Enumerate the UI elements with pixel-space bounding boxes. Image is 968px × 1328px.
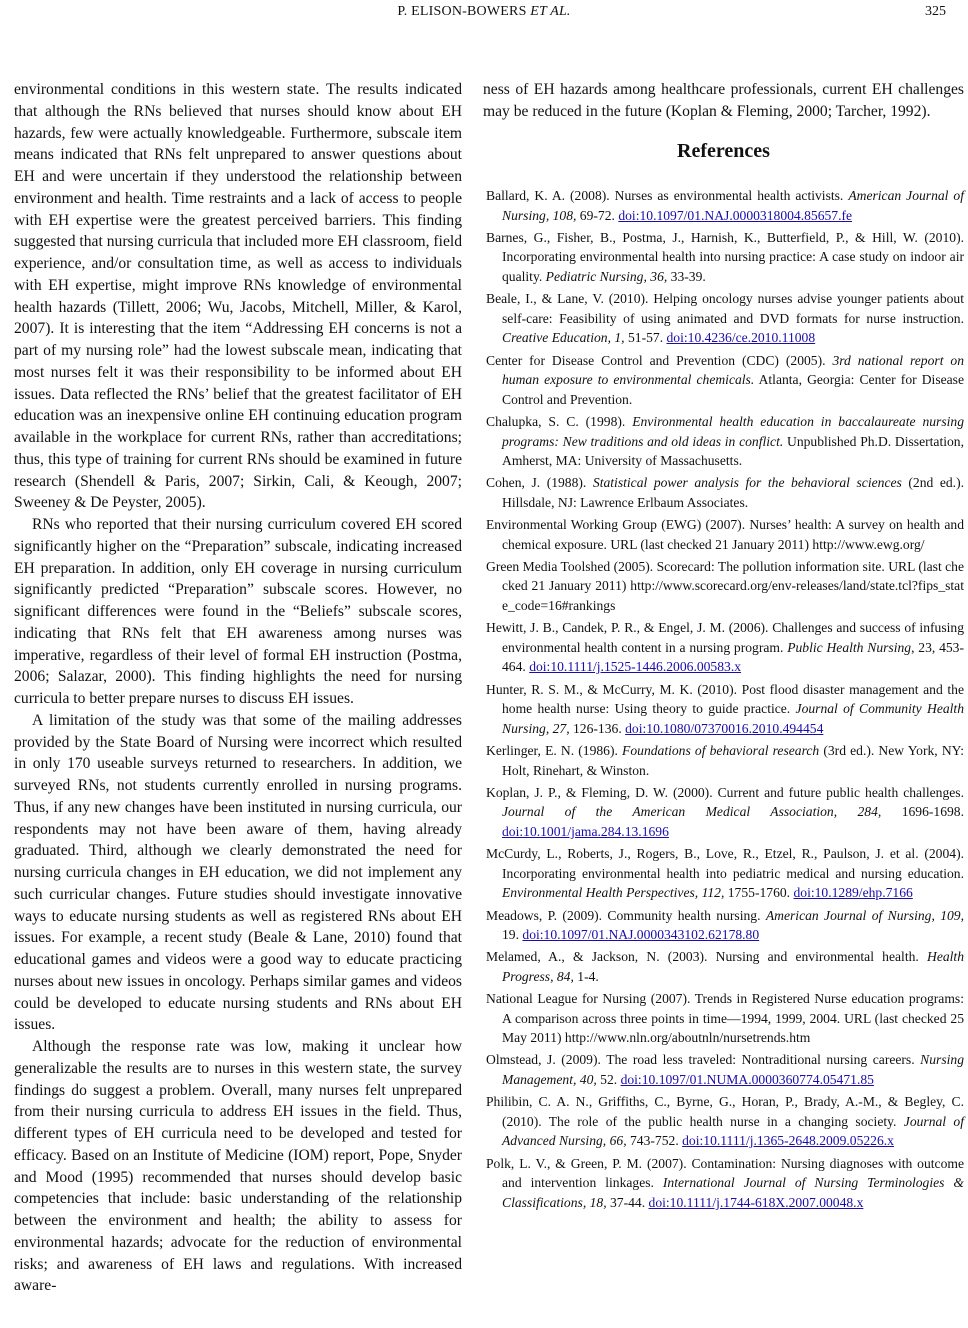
reference-text: Environmental Working Group (EWG) (2007). Nurses’ health: A survey on health and chemical exposure. URL (last checked 21 January 2011) http://www.ewg.org/ (486, 517, 964, 552)
references-heading: References (677, 140, 770, 162)
doi-link[interactable]: doi:10.1097/01.NAJ.0000343102.62178.80 (522, 927, 760, 943)
reference-source-title: American Journal of Nursing, 109, (765, 907, 964, 923)
doi-link[interactable]: doi:10.1111/j.1744-618X.2007.00048.x (648, 1194, 864, 1210)
reference-item (486, 989, 964, 1048)
doi-link[interactable]: doi:10.1097/01.NUMA.0000360774.05471.85 (620, 1072, 874, 1088)
reference-text: Barnes, G., Fisher, B., Postma, J., Harnish, K., Butterfield, P., & Hill, W. (2010). Incorporating environmental health into nursing practice: A case study on indoor air quality. (486, 229, 964, 284)
running-title-authors: P. ELISON-BOWERS (397, 4, 527, 19)
running-title (0, 4, 968, 20)
reference-source-title: Journal of the American Medical Association, 284, (502, 804, 882, 820)
reference-text: 51-57. (624, 330, 667, 346)
right-column (483, 79, 964, 123)
reference-text: 126-136. (569, 720, 626, 736)
reference-source-title: Public Health Nursing (787, 639, 912, 655)
reference-text: (2nd ed.). Hillsdale, NJ: Lawrence Erlbaum Associates. (502, 475, 964, 510)
reference-item (486, 228, 964, 287)
reference-text: (3rd ed.). New York, NY: Holt, Rinehart, & Winston. (502, 742, 965, 778)
reference-text: Melamed, A., & Jackson, N. (2003). Nursing and environmental health. (486, 949, 927, 965)
reference-item (486, 783, 964, 842)
reference-source-title: Pediatric Nursing, 36, (545, 268, 668, 284)
doi-link[interactable]: doi:10.1080/07370016.2010.494454 (625, 720, 824, 736)
reference-text: Polk, L. V., & Green, P. M. (2007). Contamination: Nursing diagnoses with outcome and intervention linkages. (486, 1155, 964, 1191)
reference-source-title: American Journal of Nursing, 108, (502, 188, 964, 223)
running-header (0, 2, 968, 24)
reference-text: Hunter, R. S. M., & McCurry, M. K. (2010). Post flood disaster management and the home health nurse: Using theory to guide practice. (486, 681, 964, 717)
reference-source-title: Health Progress, 84, (502, 949, 964, 984)
reference-item (486, 618, 964, 677)
reference-source-title: Foundations of behavioral research (622, 742, 820, 758)
reference-text: Kerlinger, E. N. (1986). (486, 742, 623, 758)
reference-text: Hewitt, J. B., Candek, P. R., & Engel, J. M. (2006). Challenges and success of infusing environmental health content in a nursing program. (486, 620, 964, 655)
doi-link[interactable]: doi:10.1097/01.NAJ.0000318004.85657.fe (618, 207, 853, 223)
reference-item (486, 1092, 964, 1151)
reference-text: National League for Nursing (2007). Trends in Registered Nurse education programs: A comparison across three points in time—1994, 1999, 2004. URL (last checked 25 May 2011) http://www.nln.org/aboutnln/nursetrends.htm (486, 991, 964, 1046)
reference-text: Meadows, P. (2009). Community health nursing. (486, 907, 766, 923)
reference-item (486, 680, 964, 739)
reference-item (486, 515, 964, 554)
reference-list (486, 186, 964, 1215)
reference-text: 69-72. (576, 207, 619, 223)
reference-text: 1-4. (573, 968, 599, 984)
reference-source-title: Environmental health education in baccalaureate nursing programs: New traditions and old ideas in conflict. (502, 413, 964, 449)
reference-source-title: Creative Education, 1, (502, 330, 625, 346)
doi-link[interactable]: doi:10.1001/jama.284.13.1696 (502, 823, 669, 839)
reference-item (486, 1050, 964, 1089)
reference-source-title: Nursing Management, 40, (502, 1052, 964, 1088)
body-paragraph: Although the response rate was low, making it unclear how generalizable the results are to nurses in this western state, the survey findings do suggest a problem. Overall, many nurses felt unprepared from their nursing curricula to address EH issues in the field. Thus, different types of EH curricula need to be developed and tested for efficacy. Based on an Institute of Medicine (IOM) report, Pope, Snyder and Mood (1995) recommended that nurses should develop basic competencies that include: basic understanding of the relationship between the environment and health; the ability to assess for environmental hazards; advocate for the reduction of environmental risks; and awareness of EH laws and regulations. With increased aware- (14, 1038, 462, 1295)
left-column (14, 79, 462, 1297)
reference-text: 33-39. (667, 268, 706, 284)
reference-source-title: Journal of Advanced Nursing, 66, (502, 1113, 965, 1149)
reference-text: 743-752. (626, 1133, 683, 1149)
reference-source-title: Journal of Community Health Nursing, 27, (502, 701, 965, 736)
doi-link[interactable]: doi:10.1289/ehp.7166 (793, 885, 913, 901)
reference-text: Center for Disease Control and Prevention (CDC) (2005). (486, 352, 833, 368)
reference-text: Philibin, C. A. N., Griffiths, C., Byrne, G., Horan, P., Brady, A.-M., & Begley, C. (2010). The role of the public health nurse in a changing society. (486, 1094, 964, 1129)
reference-item (486, 186, 964, 225)
reference-item (486, 289, 964, 348)
reference-text: Koplan, J. P., & Fleming, D. W. (2000). Current and future public health challenges. (486, 784, 964, 800)
body-paragraph: RNs who reported that their nursing curriculum covered EH scored significantly higher on the “Preparation” subscale, indicating increased EH preparation. In addition, only EH coverage in nursing curriculum significantly predicted “Preparation” subscale scores. However, no significant differences were found in the “Beliefs” subscale scores, indicating that RNs felt that EH awareness among nurses was imperative, regardless of their level of formal EH instruction (Postma, 2006; Salazar, 2000). This finding highlights the need for nursing curricula to better prepare nurses to discuss EH issues. (14, 516, 462, 707)
reference-text: Unpublished Ph.D. Dissertation, Amherst, MA: University of Massachusetts. (502, 433, 964, 469)
reference-item (486, 473, 964, 512)
body-paragraph: A limitation of the study was that some of the mailing addresses provided by the State Board of Nursing were incorrect which resulted in only 170 useable surveys returned to researchers. In addition, we surveyed RNs, not students currently enrolled in nursing programs. Thus, if any new changes have been instituted in nursing curricula, our respondents may not have been aware of them, having already graduated. Third, although we clearly demonstrated the need for nursing curricula changes in EH education, we did not implement any such curricular changes. Future studies should investigate innovative ways to educate nursing students as well as registered RNs about EH issues. For example, a recent study (Beale & Lane, 2010) found that educational games and videos were a good way to educate practicing nurses about new issues in oncology. Perhaps similar games and videos could be developed to educate nursing students and RNs about EH issues. (14, 711, 462, 1034)
body-paragraph: ness of EH hazards among healthcare professionals, current EH challenges may be reduced in the future (Koplan & Fleming, 2000; Tarcher, 1992). (483, 81, 964, 120)
reference-source-title: 3rd national report on human exposure to environmental chemicals. (502, 352, 964, 388)
reference-item (486, 947, 964, 986)
reference-text: 1696-1698. (881, 804, 964, 820)
reference-text: McCurdy, L., Roberts, J., Rogers, B., Love, R., Etzel, R., Paulson, J. et al. (2004). Incorporating environmental health into pediatric medical and nursing education. (486, 846, 964, 881)
reference-source-title: Statistical power analysis for the behavioral sciences (592, 475, 902, 491)
reference-text: Cohen, J. (1988). (486, 475, 593, 491)
reference-text: 52. (596, 1072, 621, 1088)
reference-item (486, 844, 964, 903)
running-title-etal: ET AL. (530, 4, 571, 19)
reference-text: Olmstead, J. (2009). The road less traveled: Nontraditional nursing careers. (486, 1052, 921, 1068)
reference-text: Chalupka, S. C. (1998). (486, 413, 633, 429)
reference-text: Beale, I., & Lane, V. (2010). Helping oncology nurses advise younger patients about self-care: Feasibility of using animated and DVD formats for nurse instruction. (486, 291, 964, 326)
body-paragraph: environmental conditions in this western state. The results indicated that although the RNs believed that nurses should know about EH hazards, few were actually knowledgeable. Furthermore, subscale item means indicated that RNs felt unprepared to answer questions about EH and were uncertain if they understood the relationship between environment and health. Time restraints and a lack of access to people with EH expertise were the greatest perceived barriers. This finding suggested that nursing curricula that included more EH classroom, field experience, and/or consultation time, as well as access to individuals with EH expertise, might improve RNs knowledge of environmental health hazards (Tillett, 2006; Wu, Jacobs, Mitchell, Miller, & Karol, 2007). It is interesting that the item “Addressing EH concerns is not a part of my nursing role” had the lowest subscale mean, indicating that most nurses felt it was their responsibility to be informed about EH issues. Data reflected the RNs’ belief that the greatest facilitator of EH education was an inexpensive online EH continuing education program available in the workplace for current RNs, rather than accreditations; thus, this type of training for current RNs should be examined in future research (Shendell & Paris, 2007; Sirkin, Cali, & Keough, 2007; Sweeney & De Peyster, 2005). (14, 81, 462, 512)
doi-link[interactable]: doi:10.1111/j.1365-2648.2009.05226.x (682, 1133, 894, 1149)
reference-text: Ballard, K. A. (2008). Nurses as environmental health activists. (486, 188, 849, 203)
reference-source-title: Environmental Health Perspectives, 112, (502, 885, 725, 901)
reference-text: Atlanta, Georgia: Center for Disease Control and Prevention. (502, 372, 964, 407)
reference-item (486, 741, 964, 780)
reference-text: 1755-1760. (724, 885, 794, 901)
doi-link[interactable]: doi:10.1111/j.1525-1446.2006.00583.x (529, 659, 742, 675)
reference-item (486, 351, 964, 410)
reference-item (486, 412, 964, 471)
doi-link[interactable]: doi:10.4236/ce.2010.11008 (666, 330, 816, 346)
reference-text: , 23, 453-464. (502, 639, 964, 675)
reference-source-title: International Journal of Nursing Terminologies & Classifications, 18, (502, 1175, 964, 1210)
reference-text: 19. (502, 927, 523, 943)
reference-text: 37-44. (606, 1194, 649, 1210)
reference-item (486, 557, 964, 616)
reference-item (486, 906, 964, 945)
reference-item (486, 1154, 964, 1213)
reference-text: Green Media Toolshed (2005). Scorecard: The pollution information site. URL (last checked 21 January 2011) http://www.scorecard.org/env-releases/land/state.tcl?fips_state_code=16#rankings (486, 558, 964, 614)
page-number: 325 (925, 4, 946, 19)
